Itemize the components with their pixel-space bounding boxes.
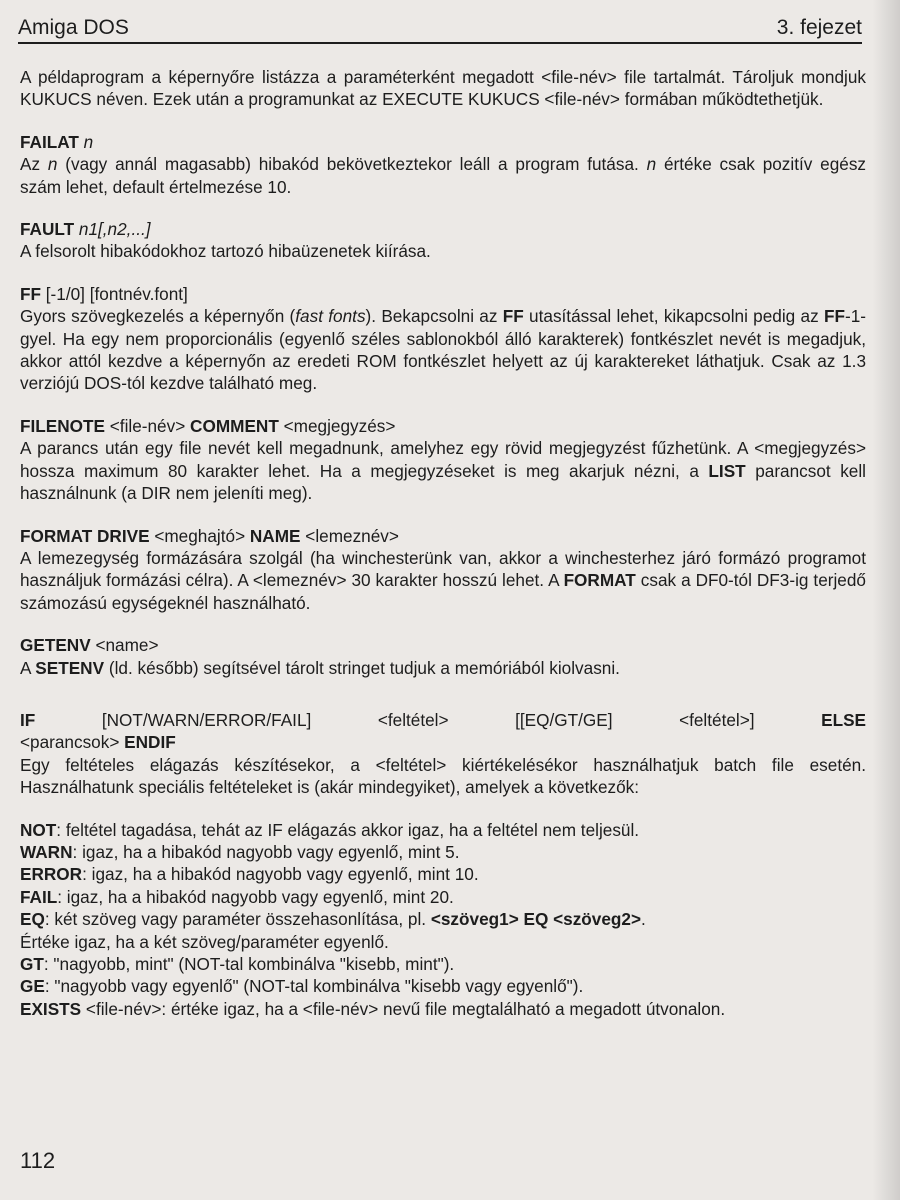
header-book-title: Amiga DOS [18,16,129,39]
running-header [18,14,862,44]
list-item: GT: "nagyobb, mint" (NOT-tal kombinálva "kisebb, mint"). [20,954,455,974]
command-name: FAULT [20,219,75,240]
fault-description: A felsorolt hibakódokhoz tartozó hibaüzenetek kiírása. [20,241,431,262]
list-item: ERROR: igaz, ha a hibakód nagyobb vagy egyenlő, mint 10. [20,864,479,885]
fault-syntax [20,218,866,240]
list-item: NOT: feltétel tagadása, tehát az IF elágazás akkor igaz, ha a feltétel nem teljesül. [20,819,640,840]
list-item: Értéke igaz, ha a két szöveg/paraméter egyenlő. [20,931,389,952]
ff-syntax [20,283,866,305]
getenv-syntax: GETENV <name> [20,635,159,656]
entry-ff [20,283,866,395]
command-arg: n [83,131,94,152]
page-number: 112 [20,1148,56,1173]
page-body [20,66,866,1020]
ff-description: Gyors szövegkezelés a képernyőn (fast fonts). Bekapcsolni az FF utasítással lehet, kikapcsolni pedig az FF-1-gyel. Ha egy nem proporcionális (egyenlő széles sablonokból álló karakterek) fontkészlet nevét is megadjuk, akkor attól kezdve a képernyőn az eredeti ROM fontkészlet helyett az új karaktereket láthatjuk. Csak az 1.3 verziójú DOS-tól kezdve található meg. [20,306,866,394]
page-edge-shadow [872,0,900,1200]
command-name: GETENV [20,635,91,656]
entry-getenv [20,634,866,679]
if-description: Egy feltételes elágazás készítésekor, a <feltétel> kiértékelésékor használhatjuk batch file esetén. Használhatunk speciális feltételeket is (akár mindegyiket), amelyek a következők: [20,754,866,798]
header-chapter: 3. fejezet [776,16,862,39]
if-syntax-line-2: <parancsok> ENDIF [20,732,176,753]
format-description: A lemezegység formázására szolgál (ha winchesterünk van, akkor a winchesterhez járó formázó programot használjuk formázási célra). A <lemeznév> 30 karakter hosszú lehet. A FORMAT csak a DF0-tól DF3-ig terjedő számozású egységeknél használható. [20,547,866,613]
entry-failat [20,131,866,198]
entry-filenote [20,415,866,505]
entry-if [20,709,866,1020]
list-item: WARN: igaz, ha a hibakód nagyobb vagy egyenlő, mint 5. [20,841,460,862]
format-syntax: FORMAT DRIVE <meghajtó> NAME <lemeznév> [20,525,399,546]
if-condition-list [20,819,866,1021]
list-item: EXISTS <file-név>: értéke igaz, ha a <file-név> nevű file megtalálható a megadott útvonalon. [20,998,726,1019]
command-name: FORMAT DRIVE [20,525,150,546]
command-name: FAILAT [20,131,79,152]
command-name: FILENOTE [20,415,105,436]
list-item: GE: "nagyobb vagy egyenlő" (NOT-tal kombinálva "kisebb vagy egyenlő"). [20,976,584,997]
filenote-description: A parancs után egy file nevét kell megadnunk, amelyhez egy rövid megjegyzést fűzhetünk. A <megjegyzés> hossza maximum 80 karakter lehet. Ha a megjegyzéseket is meg akarjuk nézni, a LIST parancsot kell használnunk (a DIR nem jeleníti meg). [20,438,866,504]
entry-format [20,525,866,615]
entry-fault [20,218,866,263]
command-arg: n1[,n2,...] [78,219,151,240]
intro-paragraph: A példaprogram a képernyőre listázza a paraméterként megadott <file-név> file tartalmát. Tároljuk mondjuk KUKUCS néven. Ezek után a programunkat az EXECUTE KUKUCS <file-név> formában működtethetjük. [20,67,866,110]
list-item: EQ: két szöveg vagy paraméter összehasonlítása, pl. <szöveg1> EQ <szöveg2>. [20,909,646,930]
command-name: FF [20,283,41,304]
filenote-syntax: FILENOTE <file-név> COMMENT <megjegyzés> [20,415,396,436]
failat-syntax [20,131,866,153]
getenv-description: A SETENV (ld. később) segítsével tárolt stringet tudjuk a memóriából kiolvasni. [20,657,620,678]
list-item: FAIL: igaz, ha a hibakód nagyobb vagy egyenlő, mint 20. [20,886,454,907]
failat-description: Az n (vagy annál magasabb) hibakód bekövetkeztekor leáll a program futása. n értéke csak pozitív egész szám lehet, default értelmezése 10. [20,154,867,197]
command-arg: [-1/0] [fontnév.font] [45,283,188,304]
command-name: IF [20,709,36,730]
if-syntax-line-1: IF [NOT/WARN/ERROR/FAIL] <feltétel> [[EQ/GT/GE] <feltétel>] ELSE [20,709,866,730]
